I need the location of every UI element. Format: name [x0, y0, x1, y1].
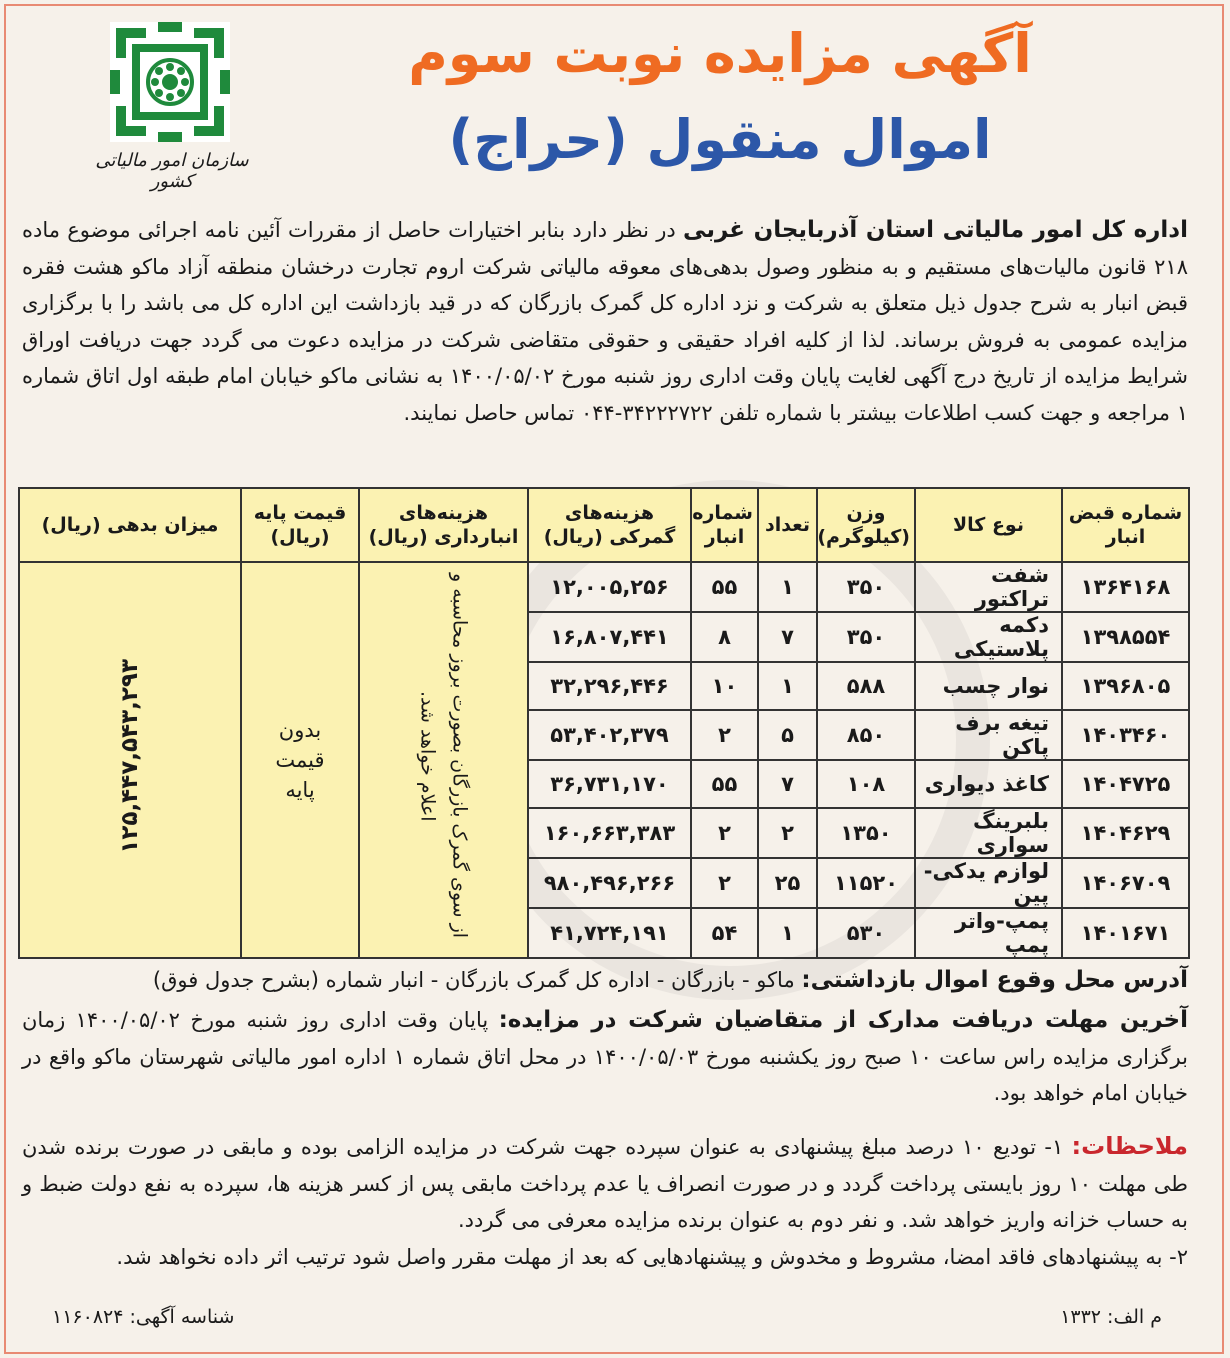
cell-weight: ۱۳۵۰: [817, 808, 915, 858]
storage-costs-note: از سوی گمرک بازرگان بصورت بروز محاسبه و اعلام خواهد شد.: [416, 573, 471, 939]
cell-receipt-no: ۱۳۹۶۸۰۵: [1062, 662, 1189, 710]
cell-weight: ۳۵۰: [817, 562, 915, 612]
cell-warehouse-no: ۸: [691, 612, 758, 662]
header-base-price: قیمت پایه (ریال): [241, 488, 359, 562]
deadline-value: پایان وقت اداری روز شنبه مورخ ۱۴۰۰/۰۵/۰۲ زمان برگزاری مزایده راس ساعت ۱۰ صبح روز یکشنبه مورخ ۱۴۰۰/۰۵/۰۳ در محل اتاق شماره ۱ اداره امور مالیاتی شهرستان ماکو واقع در خیابان امام خواهد بود.: [22, 1008, 1188, 1105]
cell-count: ۱: [758, 908, 817, 958]
cell-item-type: نوار چسب: [915, 662, 1062, 710]
cell-item-type: شفت تراکتور: [915, 562, 1062, 612]
deadline-label: آخرین مهلت دریافت مدارک از متقاضیان شرکت در مزایده:: [498, 1007, 1188, 1033]
cell-customs-costs: ۴۱,۷۲۴,۱۹۱: [528, 908, 691, 958]
notes-paragraph: [22, 1128, 1188, 1275]
cell-customs-costs: ۹۸۰,۴۹۶,۲۶۶: [528, 858, 691, 908]
cell-receipt-no: ۱۴۰۶۷۰۹: [1062, 858, 1189, 908]
header-count: تعداد: [758, 488, 817, 562]
cell-customs-costs: ۱۲,۰۰۵,۲۵۶: [528, 562, 691, 612]
cell-weight: ۳۵۰: [817, 612, 915, 662]
cell-weight: ۵۸۸: [817, 662, 915, 710]
header-customs-costs: هزینه‌های گمرکی (ریال): [528, 488, 691, 562]
cell-warehouse-no: ۲: [691, 808, 758, 858]
cell-base-price: [241, 562, 359, 958]
cell-weight: ۸۵۰: [817, 710, 915, 760]
deadline-paragraph: [22, 1002, 1188, 1112]
ad-id: شناسه آگهی: ۱۱۶۰۸۲۴: [52, 1306, 235, 1328]
intro-paragraph: [22, 212, 1188, 431]
notes-label: ملاحظات:: [1071, 1132, 1188, 1160]
cell-count: ۱: [758, 662, 817, 710]
cell-customs-costs: ۵۳,۴۰۲,۳۷۹: [528, 710, 691, 760]
header-receipt-no: شماره قبض انبار: [1062, 488, 1189, 562]
intro-lead: اداره کل امور مالیاتی استان آذربایجان غربی: [683, 217, 1188, 243]
cell-receipt-no: ۱۳۹۸۵۵۴: [1062, 612, 1189, 662]
cell-item-type: لوازم یدکی-پین: [915, 858, 1062, 908]
cell-receipt-no: ۱۴۰۴۶۲۹: [1062, 808, 1189, 858]
cell-warehouse-no: ۵۵: [691, 562, 758, 612]
cell-count: ۵: [758, 710, 817, 760]
header-warehouse-no: شماره انبار: [691, 488, 758, 562]
organization-name: سازمان امور مالیاتی کشور: [95, 150, 249, 192]
base-price-note: بدون قیمت پایه: [275, 718, 325, 802]
cell-count: ۱: [758, 562, 817, 612]
items-table: [18, 487, 1190, 959]
header-item-type: نوع کالا: [915, 488, 1062, 562]
cell-warehouse-no: ۲: [691, 710, 758, 760]
cell-item-type: بلبرینگ سواری: [915, 808, 1062, 858]
notice-title: آگهی مزایده نوبت سوم: [408, 22, 1032, 85]
cell-count: ۷: [758, 760, 817, 808]
address-label: آدرس محل وقوع اموال بازداشتی:: [801, 967, 1188, 993]
cell-item-type: تیغه برف پاکن: [915, 710, 1062, 760]
header-debt-amount: میزان بدهی (ریال): [19, 488, 241, 562]
address-value: ماکو - بازرگان - اداره کل گمرک بازرگان - انبار شماره (بشرح جدول فوق): [152, 968, 795, 992]
cell-warehouse-no: ۲: [691, 858, 758, 908]
cell-weight: ۱۰۸: [817, 760, 915, 808]
cell-debt-amount: [19, 562, 241, 958]
cell-item-type: دکمه پلاستیکی: [915, 612, 1062, 662]
cell-item-type: کاغذ دیواری: [915, 760, 1062, 808]
address-paragraph: [22, 962, 1188, 999]
header-weight: وزن (کیلوگرم): [817, 488, 915, 562]
cell-receipt-no: ۱۴۰۱۶۷۱: [1062, 908, 1189, 958]
reference-number: م الف: ۱۳۳۲: [1060, 1306, 1162, 1328]
cell-count: ۲: [758, 808, 817, 858]
cell-receipt-no: ۱۳۶۴۱۶۸: [1062, 562, 1189, 612]
tax-organization-logo-icon: [110, 22, 230, 142]
notice-subtitle: (حراج) اموال منقول: [448, 108, 992, 171]
cell-weight: ۱۱۵۲۰: [817, 858, 915, 908]
cell-customs-costs: ۳۲,۲۹۶,۴۴۶: [528, 662, 691, 710]
cell-weight: ۵۳۰: [817, 908, 915, 958]
header-storage-costs: هزینه‌های انبارداری (ریال): [359, 488, 528, 562]
cell-warehouse-no: ۵۴: [691, 908, 758, 958]
cell-receipt-no: ۱۴۰۳۴۶۰: [1062, 710, 1189, 760]
intro-body: در نظر دارد بنابر اختیارات حاصل از مقررات آئین نامه اجرائی موضوع ماده ۲۱۸ قانون مالیات‌های مستقیم و به منظور وصول بدهی‌های معوقه مالیاتی شرکت اروم تجارت درخشان منطقه آزاد ماکو هشت فقره قبض انبار به شرح جدول ذیل متعلق به شرکت و نزد اداره کل گمرک بازرگان که در قید بازداشت این اداره کل می باشد را با برگزاری مزایده عمومی به فروش برساند. لذا از کلیه افراد حقیقی و حقوقی متقاضی شرکت در مزایده دعوت می گردد جهت دریافت اوراق شرایط مزایده از تاریخ درج آگهی لغایت پایان وقت اداری روز شنبه مورخ ۱۴۰۰/۰۵/۰۲ به نشانی ماکو خیابان امام طبقه اول اتاق شماره ۱ مراجعه و جهت کسب اطلاعات بیشتر با شماره تلفن ۳۴۲۲۲۷۲۲-۰۴۴ تماس حاصل نمایند.: [22, 218, 1188, 425]
cell-count: ۷: [758, 612, 817, 662]
table-row: [19, 562, 1189, 612]
note-1: ۱- تودیع ۱۰ درصد مبلغ پیشنهادی به عنوان سپرده جهت شرکت در مزایده الزامی بوده و مابقی در صورت برنده شدن طی مهلت ۱۰ روز بایستی پرداخت گردد و در صورت انصراف یا عدم پرداخت مابقی پس از کسر هزینه ها، سپرده به نفع دولت ضبط و به حساب خزانه واریز خواهد شد. و نفر دوم به عنوان برنده مزایده معرفی می گردد.: [22, 1135, 1188, 1232]
note-2: ۲- به پیشنهادهای فاقد امضا، مشروط و مخدوش و پیشنهادهایی که بعد از مهلت مقرر واصل شود ترتیب اثر داده نخواهد شد.: [116, 1244, 1188, 1269]
cell-receipt-no: ۱۴۰۴۷۲۵: [1062, 760, 1189, 808]
cell-count: ۲۵: [758, 858, 817, 908]
cell-customs-costs: ۱۶۰,۶۶۳,۳۸۳: [528, 808, 691, 858]
cell-warehouse-no: ۵۵: [691, 760, 758, 808]
debt-total: ۱۲۵,۴۴۷,۵۴۳,۲۹۳: [117, 658, 143, 854]
cell-warehouse-no: ۱۰: [691, 662, 758, 710]
cell-customs-costs: ۱۶,۸۰۷,۴۴۱: [528, 612, 691, 662]
cell-item-type: پمپ-واتر پمپ: [915, 908, 1062, 958]
table-header-row: [19, 488, 1189, 562]
cell-customs-costs: ۳۶,۷۳۱,۱۷۰: [528, 760, 691, 808]
cell-storage-costs: [359, 562, 528, 958]
